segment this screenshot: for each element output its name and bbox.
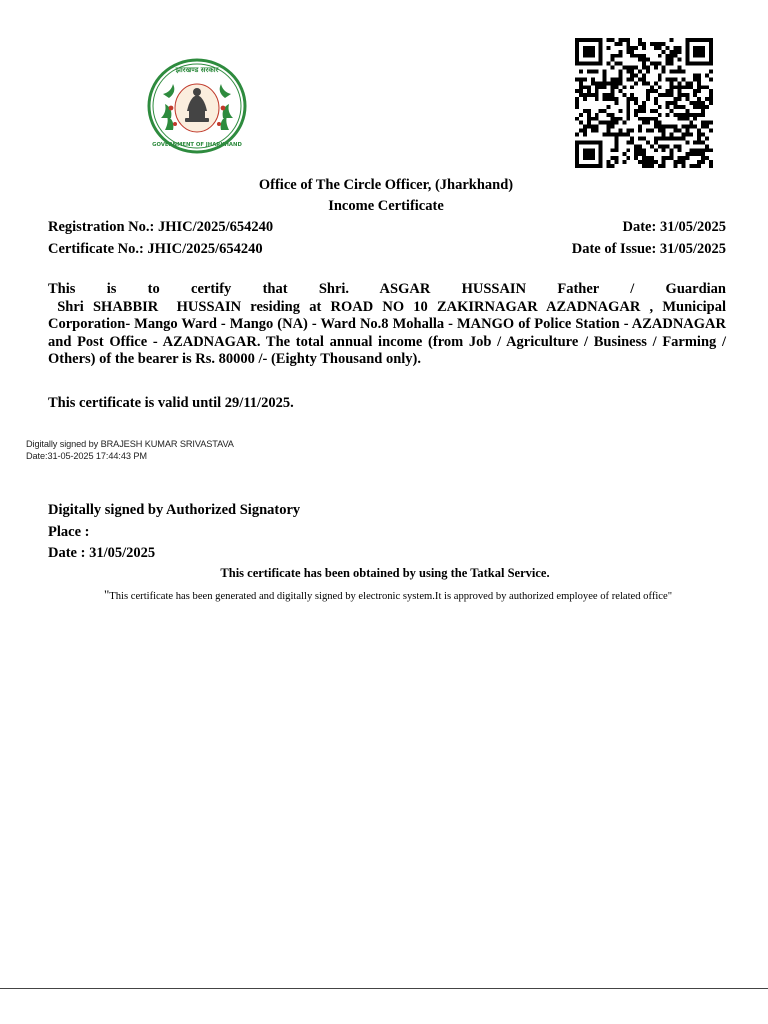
issue-date: Date of Issue: 31/05/2025 — [571, 241, 726, 257]
qr-code-icon — [574, 38, 714, 168]
disclaimer-open-quote: " — [103, 587, 110, 602]
certificate-title: Income Certificate — [328, 198, 444, 214]
seal-bottom-text: GOVERNMENT OF JHARKHAND — [152, 142, 242, 148]
registration-number: Registration No.: JHIC/2025/654240 — [48, 219, 274, 235]
signatory-place: Place : — [48, 524, 90, 540]
digital-signature-date: Date:31-05-2025 17:44:43 PM — [26, 451, 147, 461]
validity-text: This certificate is valid until 29/11/2025. — [48, 395, 294, 411]
signatory-label: Digitally signed by Authorized Signatory — [48, 502, 301, 518]
disclaimer-text: This certificate has been generated and digitally signed by electronic system.It is approved by authorized employee of related office — [109, 591, 668, 602]
government-seal — [147, 58, 247, 154]
disclaimer — [0, 587, 768, 603]
signatory-date: Date : 31/05/2025 — [48, 545, 156, 561]
certificate-number: Certificate No.: JHIC/2025/654240 — [48, 241, 263, 257]
seal-top-text: झारखण्ड सरकार — [175, 66, 219, 74]
disclaimer-close-quote: " — [667, 591, 673, 602]
body-rest: Shri SHABBIR HUSSAIN residing at ROAD NO 10 ZAKIRNAGAR AZADNAGAR , Municipal Corporation- Mango Ward - Mango (NA) - Ward No.8 Mohalla - MANGO of Police Station - AZADNAGAR and Post Office - AZADNAGAR. The total annual income (from Job / Agriculture / Business / Farming / Others) of the bearer is Rs. 80000 /- (Eighty Thousand only). — [48, 298, 730, 368]
body-first-line: This is to certify that Shri. ASGAR HUSSAIN Father / Guardian — [48, 281, 726, 297]
page-bottom-rule — [0, 988, 768, 989]
tatkal-note: This certificate has been obtained by using the Tatkal Service. — [220, 566, 550, 580]
certificate-row — [48, 241, 726, 258]
qr-code — [574, 38, 714, 168]
certificate-body — [48, 281, 730, 369]
registration-row — [48, 219, 726, 236]
digital-signature-signer: Digitally signed by BRAJESH KUMAR SRIVASTAVA — [26, 439, 234, 449]
office-heading: Office of The Circle Officer, (Jharkhand) — [258, 177, 514, 193]
registration-date: Date: 31/05/2025 — [622, 219, 726, 235]
seal-icon — [147, 58, 247, 154]
